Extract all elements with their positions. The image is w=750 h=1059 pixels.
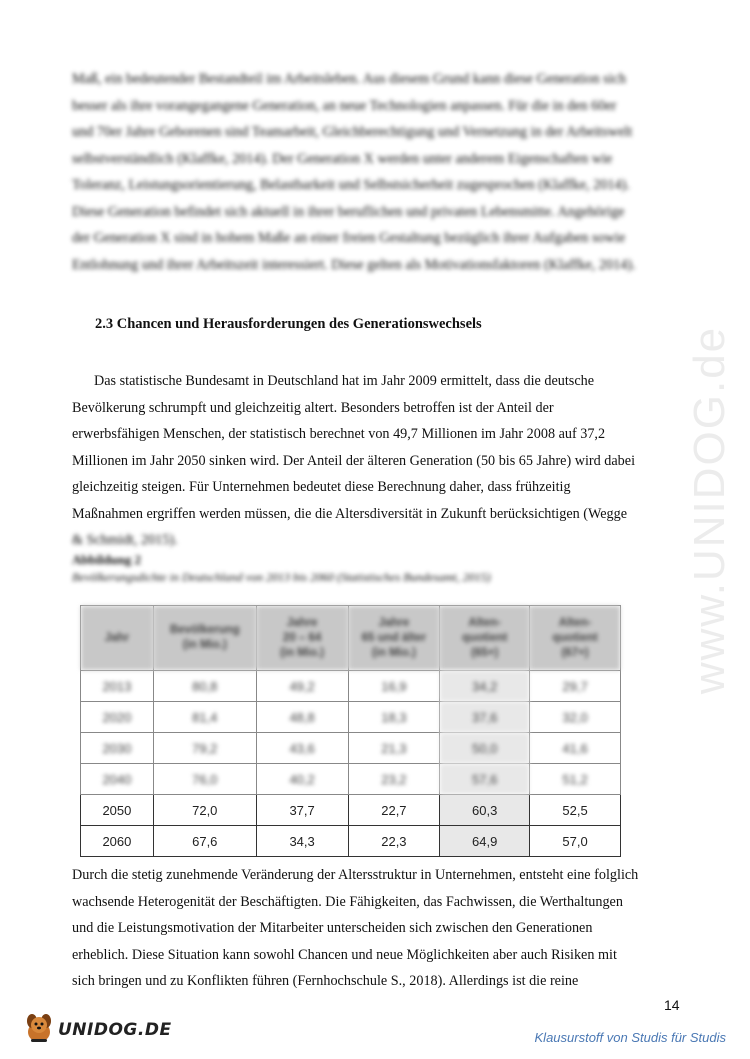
header-altenquotient-67: Alten- quotient (67+) bbox=[530, 606, 621, 671]
text-line: Maßnahmen ergriffen werden müssen, die die Altersdiversität in Zukunft berücksichtigen (Wegge bbox=[72, 505, 628, 522]
text-line: Das statistische Bundesamt in Deutschland hat im Jahr 2009 ermittelt, dass die deutsche bbox=[94, 373, 595, 389]
table-cell: 50,0 bbox=[440, 733, 530, 764]
table-cell: 16,9 bbox=[348, 671, 440, 702]
footer-slogan: Klausurstoff von Studis für Studis bbox=[534, 1030, 726, 1045]
table-cell: 34,2 bbox=[440, 671, 530, 702]
table-cell: 67,6 bbox=[153, 826, 256, 857]
table-cell: 43,6 bbox=[256, 733, 348, 764]
text-line: & Schmidt, 2015). bbox=[72, 532, 178, 548]
page-number: 14 bbox=[664, 997, 680, 1013]
paragraph-bottom bbox=[72, 862, 680, 995]
text-line: Maß, ein bedeutender Bestandteil im Arbeitsleben. Aus diesem Grund kann diese Generation sich bbox=[72, 71, 626, 87]
text-line: wachsende Heterogenität der Beschäftigten. Die Fähigkeiten, das Fachwissen, die Werthaltungen bbox=[72, 893, 623, 910]
text-line: sich bringen und zu Konflikten führen (Fernhochschule S., 2018). Allerdings ist die reine bbox=[72, 973, 579, 989]
table-cell: 32,0 bbox=[530, 702, 621, 733]
dog-icon bbox=[24, 1012, 54, 1049]
table-cell: 49,2 bbox=[256, 671, 348, 702]
table-cell: 48,8 bbox=[256, 702, 348, 733]
table-cell: 81,4 bbox=[153, 702, 256, 733]
table-cell: 80,8 bbox=[153, 671, 256, 702]
table-cell: 40,2 bbox=[256, 764, 348, 795]
table-cell: 2013 bbox=[81, 671, 154, 702]
table-cell: 41,6 bbox=[530, 733, 621, 764]
table-row bbox=[81, 671, 621, 702]
table-cell: 57,0 bbox=[530, 826, 621, 857]
table-cell: 21,3 bbox=[348, 733, 440, 764]
header-bevoelkerung: Bevölkerung (in Mio.) bbox=[153, 606, 256, 671]
table-cell: 37,6 bbox=[440, 702, 530, 733]
table-cell: 22,7 bbox=[348, 795, 440, 826]
table-cell: 2020 bbox=[81, 702, 154, 733]
watermark: www.UNIDOG.de bbox=[685, 325, 734, 695]
table-cell: 2060 bbox=[81, 826, 154, 857]
table-cell: 29,7 bbox=[530, 671, 621, 702]
table-cell: 18,3 bbox=[348, 702, 440, 733]
text-line: selbstverständlich (Klaffke, 2014). Der Generation X werden unter anderem Eigenschaften wie bbox=[72, 150, 613, 167]
header-altenquotient-65: Alten- quotient (65+) bbox=[440, 606, 530, 671]
text-line: besser als ihre vorangegangene Generation, an neue Technologien anpassen. Für die in den 60er bbox=[72, 97, 617, 114]
table-header-row bbox=[81, 606, 621, 671]
table-cell: 57,6 bbox=[440, 764, 530, 795]
paragraph-top bbox=[72, 66, 680, 278]
header-jahre-20-64: Jahre 20 – 64 (in Mio.) bbox=[256, 606, 348, 671]
text-line: gleichzeitig steigen. Für Unternehmen bedeutet diese Berechnung daher, dass frühzeitig bbox=[72, 479, 571, 495]
text-line: erwerbsfähigen Menschen, der statistisch berechnet von 49,7 Millionen im Jahr 2008 auf 37,2 bbox=[72, 426, 606, 442]
text-line: erheblich. Diese Situation kann sowohl Chancen und neue Möglichkeiten aber auch Risiken mit bbox=[72, 946, 617, 963]
text-line: Entlohnung und ihrer Arbeitszeit interessiert. Diese gelten als Motivationsfaktoren (Klaffke, 2014). bbox=[72, 256, 636, 273]
text-line: Toleranz, Leistungsorientierung, Belastbarkeit und Selbstsicherheit zugesprochen (Klaffke, 2014). bbox=[72, 177, 630, 193]
text-line: Diese Generation befindet sich aktuell in ihrer beruflichen und privaten Lebensmitte. Angehörige bbox=[72, 203, 625, 220]
table-row bbox=[81, 795, 621, 826]
table-row bbox=[81, 826, 621, 857]
section-heading: 2.3 Chancen und Herausforderungen des Generationswechsels bbox=[95, 316, 482, 332]
unidog-logo[interactable] bbox=[24, 1012, 172, 1048]
table-cell: 2050 bbox=[81, 795, 154, 826]
header-jahre-65: Jahre 65 und älter (in Mio.) bbox=[348, 606, 440, 671]
text-line: und 70er Jahre Geborenen sind Teamarbeit, Gleichberechtigung und Vernetzung in der Arbeitswelt bbox=[72, 124, 633, 140]
table-cell: 72,0 bbox=[153, 795, 256, 826]
table-cell: 23,2 bbox=[348, 764, 440, 795]
logo-text: UNIDOG.DE bbox=[58, 1020, 172, 1040]
table-row bbox=[81, 733, 621, 764]
figure-caption: Bevölkerungsdichte in Deutschland von 2013 bis 2060 (Statistisches Bundesamt, 2015) bbox=[72, 570, 491, 584]
paragraph-mid bbox=[72, 368, 680, 554]
population-table bbox=[80, 605, 621, 857]
table-row bbox=[81, 702, 621, 733]
table-cell: 76,0 bbox=[153, 764, 256, 795]
table-cell: 60,3 bbox=[440, 795, 530, 826]
table-cell: 51,2 bbox=[530, 764, 621, 795]
table-row bbox=[81, 764, 621, 795]
table-cell: 2040 bbox=[81, 764, 154, 795]
table-cell: 37,7 bbox=[256, 795, 348, 826]
text-line: der Generation X sind in hohem Maße an einer freien Gestaltung bezüglich ihrer Aufgaben sowie bbox=[72, 230, 626, 246]
table-cell: 34,3 bbox=[256, 826, 348, 857]
header-jahr: Jahr bbox=[81, 606, 154, 671]
table-cell: 64,9 bbox=[440, 826, 530, 857]
text-line: Bevölkerung schrumpft und gleichzeitig altert. Besonders betroffen ist der Anteil der bbox=[72, 399, 554, 416]
table-cell: 2030 bbox=[81, 733, 154, 764]
table-cell: 79,2 bbox=[153, 733, 256, 764]
table-cell: 22,3 bbox=[348, 826, 440, 857]
text-line: Millionen im Jahr 2050 sinken wird. Der Anteil der älteren Generation (50 bis 65 Jahre) wird dabei bbox=[72, 452, 636, 469]
figure-label: Abbildung 2 bbox=[72, 552, 142, 567]
text-line: und die Leistungsmotivation der Mitarbeiter unterscheiden sich zwischen den Generationen bbox=[72, 920, 593, 936]
text-line: Durch die stetig zunehmende Veränderung der Altersstruktur in Unternehmen, entsteht eine folglich bbox=[72, 867, 639, 883]
table-cell: 52,5 bbox=[530, 795, 621, 826]
